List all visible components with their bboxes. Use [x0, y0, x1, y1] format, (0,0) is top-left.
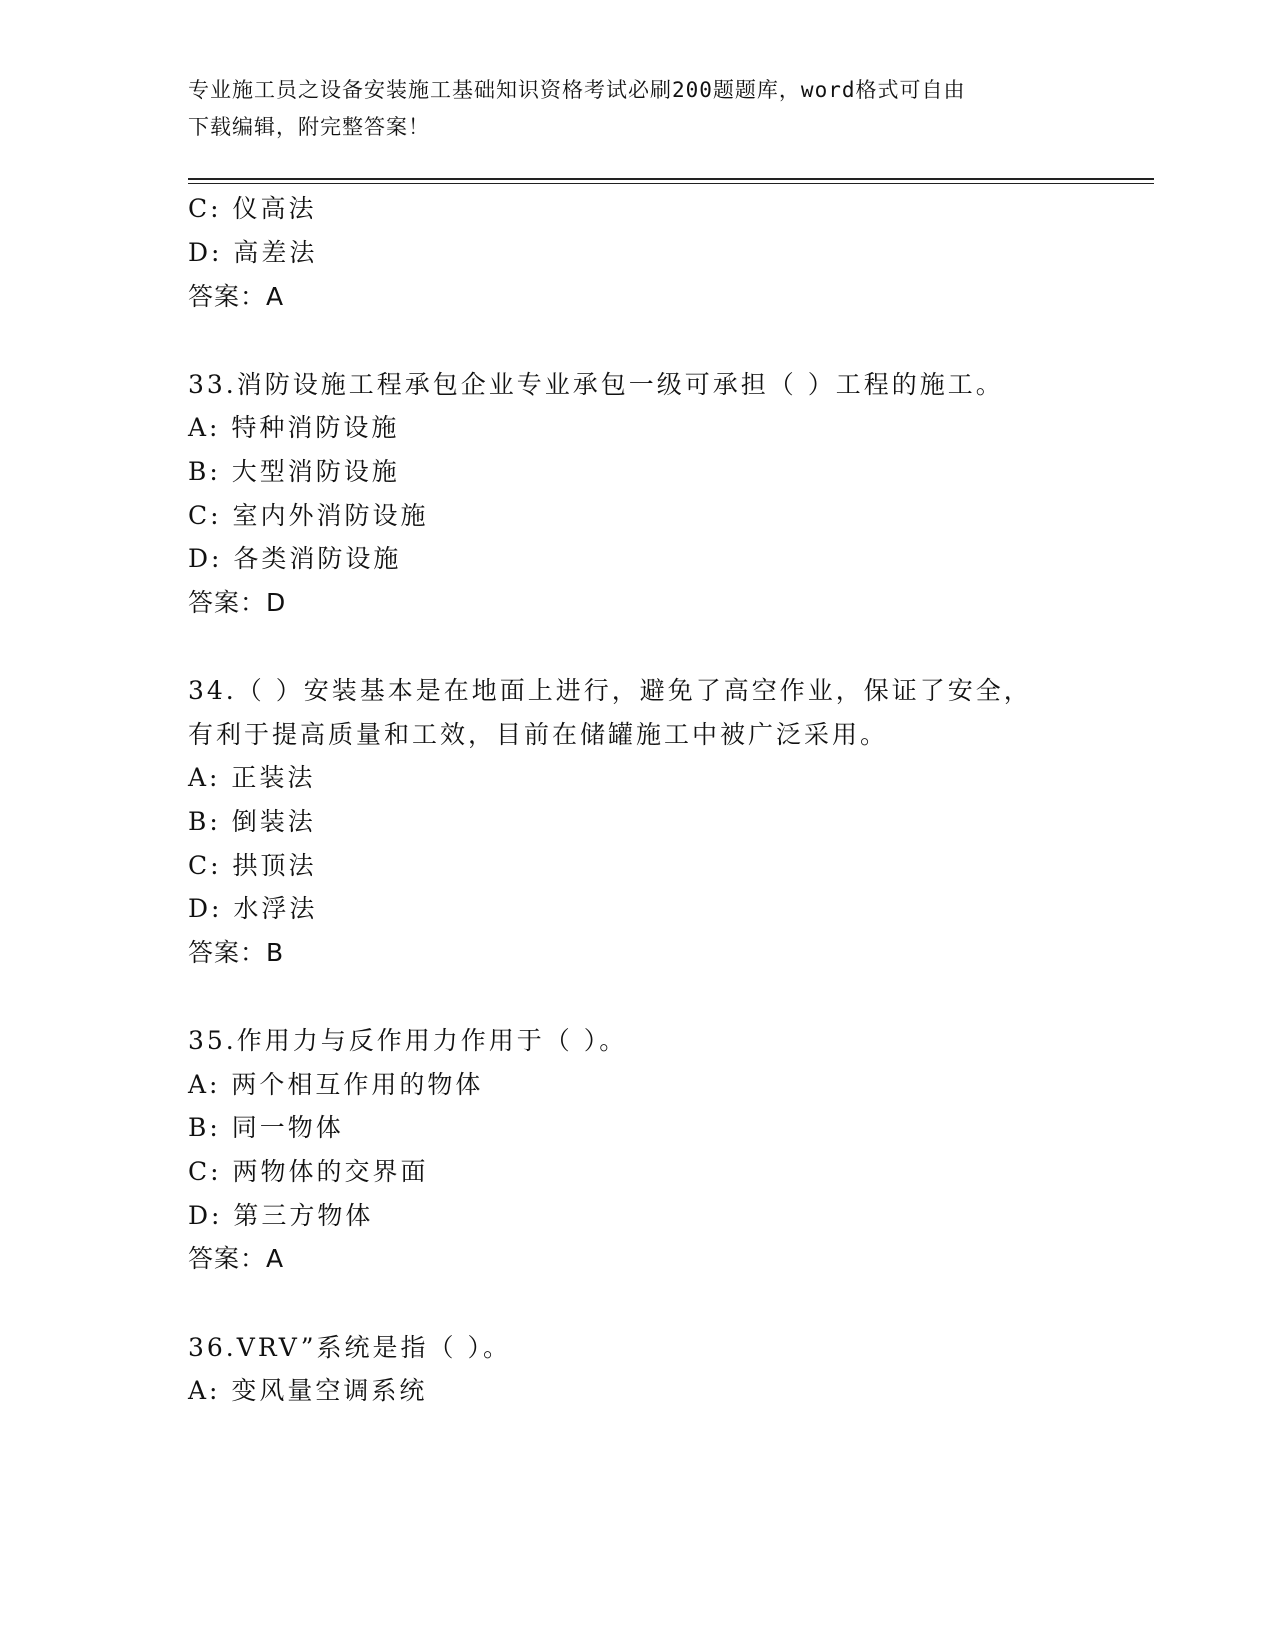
q36-option-a: A: 变风量空调系统 [188, 1376, 428, 1405]
q33-option-a: A: 特种消防设施 [188, 413, 400, 442]
q35-stem: 35.作用力与反作用力作用于（ ）。 [188, 1026, 628, 1055]
header-divider-bottom [188, 183, 1154, 184]
q34-stem-line-2: 有利于提高质量和工效，目前在储罐施工中被广泛采用。 [188, 720, 889, 749]
q33-stem: 33.消防设施工程承包企业专业承包一级可承担（ ）工程的施工。 [188, 370, 1004, 399]
header-line-2: 下载编辑，附完整答案！ [188, 115, 430, 139]
header-line-1: 专业施工员之设备安装施工基础知识资格考试必刷200题题库，word格式可自由 [188, 78, 966, 102]
q34-option-a: A: 正装法 [188, 763, 316, 792]
q35-option-b: B: 同一物体 [188, 1113, 344, 1142]
q34-option-d: D: 水浮法 [188, 894, 318, 923]
q36-stem: 36.VRV”系统是指（ ）。 [188, 1333, 511, 1362]
prev-option-c: C: 仪高法 [188, 194, 317, 223]
header-divider-top [188, 178, 1154, 180]
q34-option-b: B: 倒装法 [188, 807, 316, 836]
q33-option-c: C: 室内外消防设施 [188, 501, 429, 530]
q35-option-c: C: 两物体的交界面 [188, 1157, 429, 1186]
q33-answer: 答案：D [188, 588, 287, 617]
q34-answer: 答案：B [188, 938, 285, 967]
q33-option-d: D: 各类消防设施 [188, 544, 402, 573]
q34-option-c: C: 拱顶法 [188, 851, 317, 880]
q35-option-a: A: 两个相互作用的物体 [188, 1070, 484, 1099]
document-header [188, 72, 1088, 146]
q33-option-b: B: 大型消防设施 [188, 457, 400, 486]
prev-answer: 答案：A [188, 282, 285, 311]
q35-option-d: D: 第三方物体 [188, 1201, 374, 1230]
q34-stem-line-1: 34.（ ）安装基本是在地面上进行，避免了高空作业，保证了安全， [188, 676, 1032, 705]
q35-answer: 答案：A [188, 1244, 285, 1273]
prev-option-d: D: 高差法 [188, 238, 318, 267]
